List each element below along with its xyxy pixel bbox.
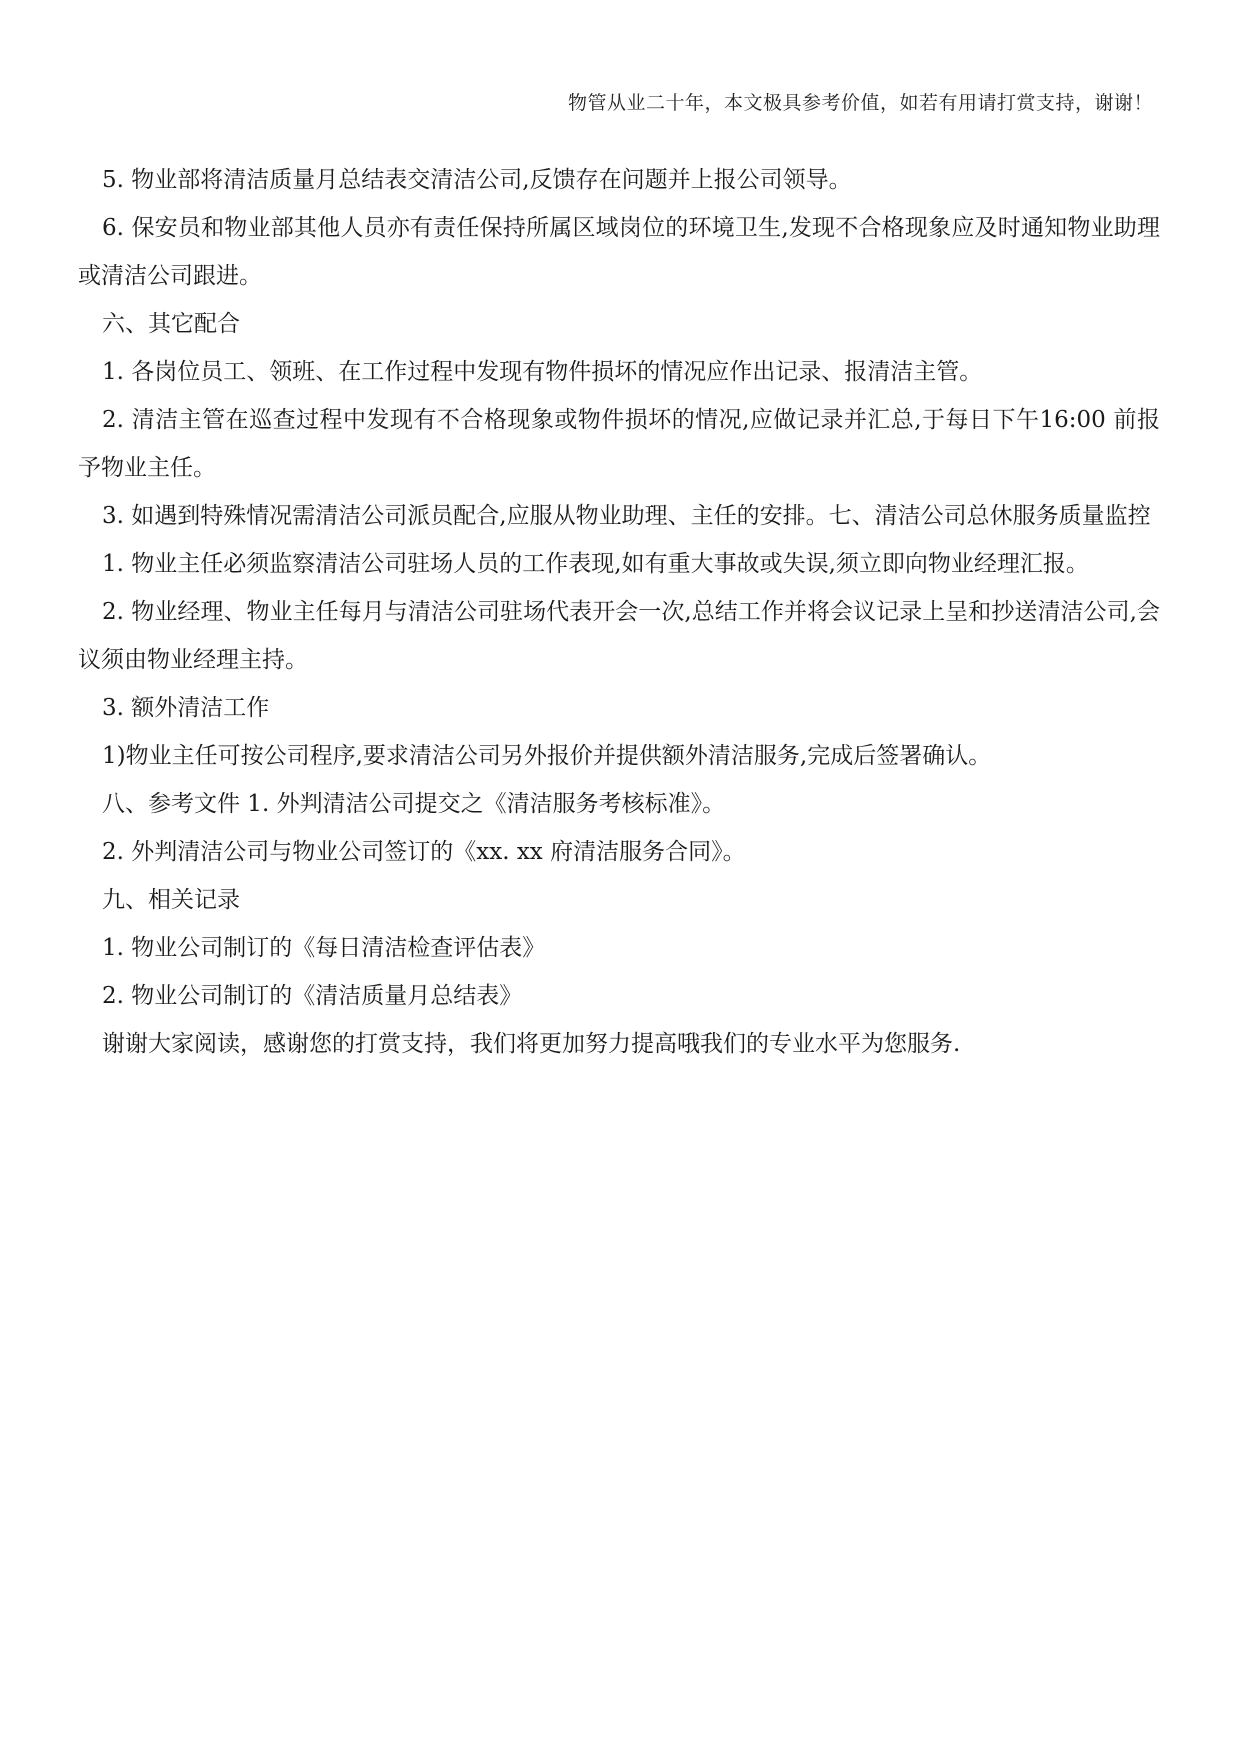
paragraph: 2. 外判清洁公司与物业公司签订的《xx. xx 府清洁服务合同》。 bbox=[102, 839, 746, 865]
paragraph: 2. 物业公司制订的《清洁质量月总结表》 bbox=[102, 983, 523, 1009]
section-heading: 九、相关记录 bbox=[102, 887, 240, 913]
paragraph: 3. 如遇到特殊情况需清洁公司派员配合,应服从物业助理、主任的安排。七、清洁公司总休服务质量监控 bbox=[102, 503, 1151, 529]
section-heading: 六、其它配合 bbox=[102, 311, 240, 337]
paragraph: 2. 清洁主管在巡查过程中发现有不合格现象或物件损坏的情况,应做记录并汇总,于每日下午16:00 前报予物业主任。 bbox=[78, 407, 1160, 481]
paragraph: 1. 各岗位员工、领班、在工作过程中发现有物件损坏的情况应作出记录、报清洁主管。 bbox=[102, 359, 983, 385]
closing-note: 谢谢大家阅读，感谢您的打赏支持，我们将更加努力提高哦我们的专业水平为您服务. bbox=[102, 1031, 961, 1057]
paragraph: 八、参考文件 1. 外判清洁公司提交之《清洁服务考核标准》。 bbox=[102, 791, 726, 817]
paragraph: 1. 物业主任必须监察清洁公司驻场人员的工作表现,如有重大事故或失误,须立即向物业经理汇报。 bbox=[102, 551, 1089, 577]
paragraph: 6. 保安员和物业部其他人员亦有责任保持所属区域岗位的环境卫生,发现不合格现象应及时通知物业助理或清洁公司跟进。 bbox=[78, 215, 1160, 289]
paragraph: 3. 额外清洁工作 bbox=[102, 695, 270, 721]
paragraph: 1. 物业公司制订的《每日清洁检查评估表》 bbox=[102, 935, 546, 961]
header-note: 物管从业二十年，本文极具参考价值，如若有用请打赏支持，谢谢！ bbox=[567, 92, 1153, 114]
paragraph: 2. 物业经理、物业主任每月与清洁公司驻场代表开会一次,总结工作并将会议记录上呈和抄送清洁公司,会议须由物业经理主持。 bbox=[78, 599, 1160, 673]
paragraph: 1)物业主任可按公司程序,要求清洁公司另外报价并提供额外清洁服务,完成后签署确认。 bbox=[102, 743, 992, 769]
document-body bbox=[78, 156, 1160, 1068]
paragraph: 5. 物业部将清洁质量月总结表交清洁公司,反馈存在问题并上报公司领导。 bbox=[102, 167, 852, 193]
